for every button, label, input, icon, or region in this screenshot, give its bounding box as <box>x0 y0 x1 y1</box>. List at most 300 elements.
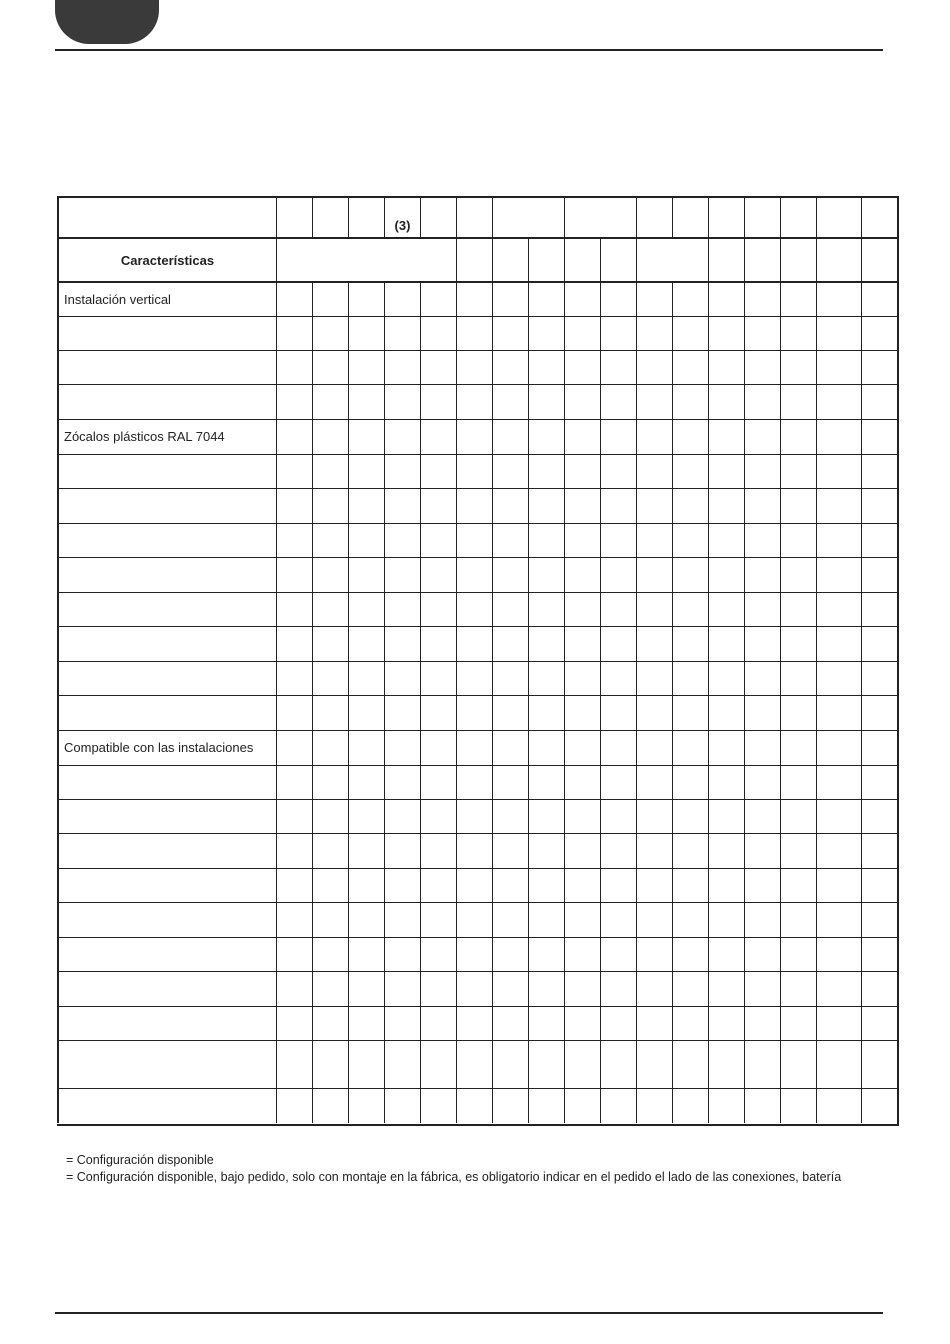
table-cell <box>636 350 672 384</box>
table-cell <box>420 1040 456 1088</box>
table-cell <box>636 626 672 661</box>
table-cell <box>672 833 708 868</box>
table-cell <box>861 971 897 1006</box>
table-cell <box>420 316 456 350</box>
table-cell <box>492 592 528 626</box>
row-label <box>57 661 276 695</box>
table-cell <box>456 937 492 971</box>
table-cell <box>672 799 708 833</box>
table-cell <box>780 626 816 661</box>
row-label: Compatible con las instalaciones <box>57 730 276 765</box>
row-label <box>57 1006 276 1040</box>
table-cell <box>456 281 492 316</box>
table-cell <box>744 765 780 799</box>
table-cell <box>861 1040 897 1088</box>
table-cell <box>672 1006 708 1040</box>
table-cell <box>420 523 456 557</box>
table-cell <box>456 695 492 730</box>
table-cell <box>861 868 897 902</box>
table-cell <box>528 316 564 350</box>
table-cell <box>816 626 861 661</box>
table-cell <box>276 971 312 1006</box>
table-cell <box>564 799 600 833</box>
table-cell <box>420 937 456 971</box>
table-cell <box>564 488 600 523</box>
table-cell <box>672 454 708 488</box>
table-cell <box>600 1088 636 1123</box>
table-cell <box>564 971 600 1006</box>
table-cell <box>780 799 816 833</box>
table-cell <box>744 799 780 833</box>
table-cell <box>276 281 312 316</box>
table-cell <box>564 419 600 454</box>
table-cell <box>780 1088 816 1123</box>
table-cell <box>348 799 384 833</box>
row-label <box>57 833 276 868</box>
header-note-cell: (3) <box>384 196 420 237</box>
table-cell <box>708 765 744 799</box>
table-cell <box>780 1040 816 1088</box>
table-cell <box>600 281 636 316</box>
table-cell <box>636 765 672 799</box>
table-cell <box>861 765 897 799</box>
table-cell <box>312 488 348 523</box>
table-cell <box>780 765 816 799</box>
table-cell <box>384 730 420 765</box>
header-cell <box>780 237 816 281</box>
header-cell <box>492 237 528 281</box>
table-cell <box>636 557 672 592</box>
row-label <box>57 971 276 1006</box>
table-cell <box>816 281 861 316</box>
table-cell <box>492 1088 528 1123</box>
table-cell <box>564 281 600 316</box>
table-cell <box>636 730 672 765</box>
table-cell <box>384 1006 420 1040</box>
table-cell <box>384 488 420 523</box>
page-tab-marker <box>55 0 159 44</box>
table-cell <box>420 971 456 1006</box>
row-label <box>57 316 276 350</box>
table-cell <box>600 765 636 799</box>
table-cell <box>384 661 420 695</box>
table-cell <box>861 626 897 661</box>
table-cell <box>420 592 456 626</box>
table-cell <box>816 557 861 592</box>
table-cell <box>276 695 312 730</box>
table-cell <box>312 730 348 765</box>
table-cell <box>780 902 816 937</box>
table-cell <box>861 1088 897 1123</box>
header-cell <box>528 237 564 281</box>
table-cell <box>636 316 672 350</box>
table-cell <box>456 419 492 454</box>
table-cell <box>528 937 564 971</box>
table-cell <box>636 419 672 454</box>
table-cell <box>312 765 348 799</box>
table-cell <box>276 626 312 661</box>
table-cell <box>744 833 780 868</box>
table-cell <box>528 592 564 626</box>
table-cell <box>456 626 492 661</box>
table-cell <box>672 626 708 661</box>
table-cell <box>708 488 744 523</box>
table-cell <box>636 1088 672 1123</box>
table-cell <box>816 833 861 868</box>
table-cell <box>816 316 861 350</box>
top-rule <box>55 49 883 51</box>
table-cell <box>348 868 384 902</box>
table-cell <box>564 661 600 695</box>
table-cell <box>672 1040 708 1088</box>
table-cell <box>636 1006 672 1040</box>
header-cell <box>420 196 456 237</box>
row-label <box>57 902 276 937</box>
table-cell <box>744 281 780 316</box>
table-cell <box>456 523 492 557</box>
header-cell <box>456 237 492 281</box>
table-cell <box>708 350 744 384</box>
table-cell <box>861 661 897 695</box>
table-cell <box>528 419 564 454</box>
table-cell <box>672 316 708 350</box>
table-cell <box>816 488 861 523</box>
table-cell <box>744 316 780 350</box>
table-cell <box>348 833 384 868</box>
table-cell <box>528 833 564 868</box>
table-cell <box>780 557 816 592</box>
table-cell <box>456 1040 492 1088</box>
table-cell <box>816 454 861 488</box>
table-cell <box>528 454 564 488</box>
table-cell <box>564 902 600 937</box>
table-cell <box>384 419 420 454</box>
table-cell <box>708 281 744 316</box>
table-cell <box>708 419 744 454</box>
table-cell <box>780 454 816 488</box>
table-cell <box>348 419 384 454</box>
table-cell <box>420 661 456 695</box>
table-cell <box>312 350 348 384</box>
table-cell <box>861 488 897 523</box>
header-cell <box>312 196 348 237</box>
table-cell <box>276 592 312 626</box>
table-cell <box>672 937 708 971</box>
table-cell <box>780 488 816 523</box>
table-cell <box>600 419 636 454</box>
table-cell <box>780 937 816 971</box>
table-cell <box>600 1006 636 1040</box>
table-cell <box>600 384 636 419</box>
table-cell <box>528 902 564 937</box>
table-cell <box>528 868 564 902</box>
table-cell <box>312 799 348 833</box>
table-cell <box>744 868 780 902</box>
table-cell <box>312 281 348 316</box>
table-cell <box>672 488 708 523</box>
table-cell <box>600 350 636 384</box>
table-cell <box>492 833 528 868</box>
table-cell <box>312 454 348 488</box>
table-cell <box>636 902 672 937</box>
table-cell <box>780 868 816 902</box>
table-cell <box>492 1040 528 1088</box>
table-cell <box>456 384 492 419</box>
table-cell <box>348 695 384 730</box>
header-cell <box>564 196 636 237</box>
table-cell <box>312 1006 348 1040</box>
table-cell <box>492 557 528 592</box>
table-cell <box>780 419 816 454</box>
table-cell <box>492 488 528 523</box>
table-cell <box>600 661 636 695</box>
row-label <box>57 454 276 488</box>
table-cell <box>636 971 672 1006</box>
header-cell <box>744 196 780 237</box>
table-cell <box>312 592 348 626</box>
table-cell <box>636 281 672 316</box>
table-cell <box>564 316 600 350</box>
table-cell <box>708 971 744 1006</box>
table-cell <box>528 695 564 730</box>
row-label <box>57 488 276 523</box>
table-cell <box>420 833 456 868</box>
table-cell <box>744 937 780 971</box>
table-cell <box>861 730 897 765</box>
table-cell <box>744 971 780 1006</box>
row-label <box>57 799 276 833</box>
table-cell <box>420 557 456 592</box>
table-cell <box>276 902 312 937</box>
table-cell <box>420 626 456 661</box>
table-cell <box>276 454 312 488</box>
bottom-rule <box>55 1312 883 1314</box>
table-cell <box>348 350 384 384</box>
table-cell <box>456 592 492 626</box>
table-cell <box>348 316 384 350</box>
table-cell <box>492 937 528 971</box>
header-cell <box>744 237 780 281</box>
table-cell <box>816 971 861 1006</box>
table-cell <box>456 833 492 868</box>
table-cell <box>420 730 456 765</box>
header-empty-cell <box>57 196 276 237</box>
table-cell <box>492 661 528 695</box>
table-cell <box>564 592 600 626</box>
table-cell <box>708 868 744 902</box>
table-cell <box>564 730 600 765</box>
table-cell <box>744 523 780 557</box>
table-cell <box>276 557 312 592</box>
table-cell <box>816 1040 861 1088</box>
table-cell <box>708 592 744 626</box>
header-cell <box>708 237 744 281</box>
table-cell <box>492 419 528 454</box>
table-cell <box>564 1040 600 1088</box>
table-cell <box>384 902 420 937</box>
table-cell <box>816 350 861 384</box>
table-cell <box>744 419 780 454</box>
table-cell <box>276 799 312 833</box>
header-cell <box>861 237 897 281</box>
table-cell <box>672 868 708 902</box>
table-cell <box>276 661 312 695</box>
table-cell <box>276 937 312 971</box>
table-cell <box>564 765 600 799</box>
table-cell <box>528 1006 564 1040</box>
table-cell <box>780 661 816 695</box>
table-cell <box>384 454 420 488</box>
row-label <box>57 937 276 971</box>
table-cell <box>564 868 600 902</box>
table-cell <box>744 626 780 661</box>
table-cell <box>492 384 528 419</box>
footnote-on-request: = Configuración disponible, bajo pedido, solo con montaje en la fábrica, es obligatorio indicar en el pedido el lado de las conexiones, batería <box>66 1170 842 1184</box>
table-cell <box>744 384 780 419</box>
table-cell <box>528 626 564 661</box>
header-cell <box>600 237 636 281</box>
table-cell <box>276 488 312 523</box>
table-cell <box>276 523 312 557</box>
table-cell <box>708 833 744 868</box>
table-cell <box>492 695 528 730</box>
row-label: Instalación vertical <box>57 281 276 316</box>
table-cell <box>420 902 456 937</box>
table-cell <box>816 730 861 765</box>
table-cell <box>744 661 780 695</box>
table-cell <box>564 1006 600 1040</box>
table-cell <box>348 730 384 765</box>
table-cell <box>528 350 564 384</box>
table-cell <box>348 384 384 419</box>
table-cell <box>744 557 780 592</box>
row-label <box>57 384 276 419</box>
header-cell <box>816 196 861 237</box>
table-cell <box>861 523 897 557</box>
table-cell <box>312 971 348 1006</box>
table-cell <box>420 419 456 454</box>
table-cell <box>780 316 816 350</box>
footnotes <box>66 1152 841 1186</box>
table-cell <box>600 592 636 626</box>
table-cell <box>348 626 384 661</box>
table-cell <box>456 454 492 488</box>
table-cell <box>420 1088 456 1123</box>
table-cell <box>492 626 528 661</box>
footnote-available: = Configuración disponible <box>66 1153 214 1167</box>
table-cell <box>600 695 636 730</box>
table-cell <box>528 1088 564 1123</box>
table-cell <box>672 730 708 765</box>
table-cell <box>276 384 312 419</box>
table-cell <box>348 281 384 316</box>
table-cell <box>861 695 897 730</box>
table-cell <box>528 661 564 695</box>
table-cell <box>456 1006 492 1040</box>
table-cell <box>492 799 528 833</box>
table-cell <box>348 1006 384 1040</box>
table-cell <box>456 868 492 902</box>
table-cell <box>708 557 744 592</box>
table-cell <box>276 868 312 902</box>
table-cell <box>348 557 384 592</box>
table-cell <box>528 557 564 592</box>
row-label <box>57 765 276 799</box>
table-cell <box>420 281 456 316</box>
table-cell <box>780 971 816 1006</box>
table-cell <box>348 1088 384 1123</box>
table-cell <box>456 902 492 937</box>
table-cell <box>708 799 744 833</box>
table-cell <box>600 488 636 523</box>
table-cell <box>564 384 600 419</box>
table-cell <box>492 350 528 384</box>
table-cell <box>564 833 600 868</box>
table-cell <box>861 454 897 488</box>
table-cell <box>636 833 672 868</box>
table-cell <box>348 971 384 1006</box>
table-cell <box>600 557 636 592</box>
table-cell <box>456 1088 492 1123</box>
header-cell <box>816 237 861 281</box>
table-cell <box>384 937 420 971</box>
table-cell <box>312 1040 348 1088</box>
header-cell <box>636 196 672 237</box>
table-cell <box>708 384 744 419</box>
table-cell <box>600 833 636 868</box>
header-characteristics: Características <box>57 237 276 281</box>
table-cell <box>384 384 420 419</box>
table-cell <box>420 765 456 799</box>
table-cell <box>708 661 744 695</box>
table-cell <box>780 384 816 419</box>
table-cell <box>816 902 861 937</box>
table-cell <box>861 350 897 384</box>
table-cell <box>744 1040 780 1088</box>
header-cell <box>348 196 384 237</box>
table-cell <box>312 316 348 350</box>
row-label <box>57 868 276 902</box>
table-cell <box>861 1006 897 1040</box>
table-cell <box>312 868 348 902</box>
table-cell <box>528 730 564 765</box>
table-cell <box>456 971 492 1006</box>
table-cell <box>312 523 348 557</box>
table-cell <box>492 902 528 937</box>
table-cell <box>816 419 861 454</box>
table-cell <box>528 765 564 799</box>
table-cell <box>384 1040 420 1088</box>
table-cell <box>708 695 744 730</box>
table-cell <box>708 730 744 765</box>
table-cell <box>420 799 456 833</box>
row-label <box>57 695 276 730</box>
header-cell <box>672 196 708 237</box>
table-cell <box>384 626 420 661</box>
header-cell <box>492 196 564 237</box>
table-cell <box>636 1040 672 1088</box>
table-cell <box>420 384 456 419</box>
table-cell <box>528 523 564 557</box>
table-cell <box>708 902 744 937</box>
table-cell <box>492 765 528 799</box>
table-cell <box>384 557 420 592</box>
table-cell <box>861 281 897 316</box>
table-cell <box>708 316 744 350</box>
table-cell <box>420 695 456 730</box>
header-cell <box>780 196 816 237</box>
table-cell <box>456 765 492 799</box>
